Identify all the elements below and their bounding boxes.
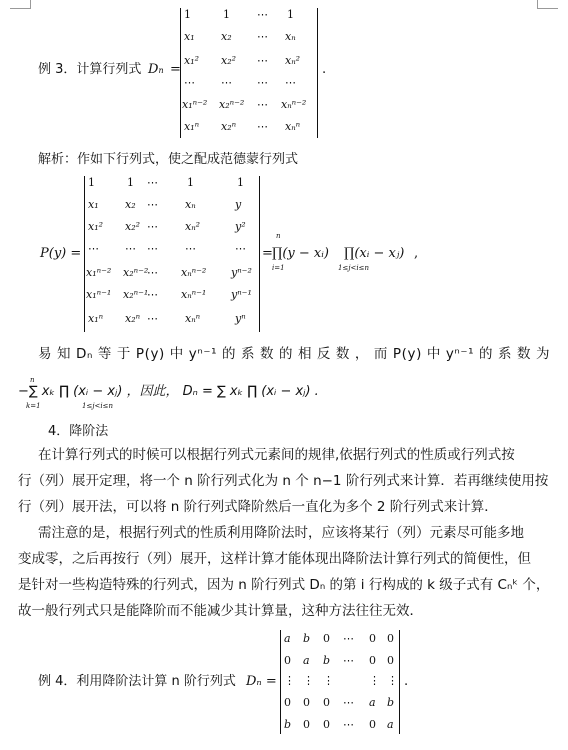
section-4-title: 4．降阶法 (48, 424, 109, 439)
determinant-py: 1 1 ⋯ 1 1 x₁ x₂ ⋯ xₙ y x₁² x₂² ⋯ xₙ² y² ⋯ ⋯ ⋯ ⋯ ⋯ x₁ⁿ⁻² x₂ⁿ⁻² ⋯ xₙⁿ⁻² yⁿ⁻² x₁ⁿ⁻¹ x₂ⁿ⁻¹ ⋯ xₙⁿ⁻¹ yⁿ⁻¹ x₁ⁿ x₂ⁿ ⋯ xₙⁿ yⁿ (84, 176, 260, 332)
para1-line-3: 行（列）展开法，可以将 n 阶行列式降阶然后一直化为多个 2 阶行列式来计算． (18, 499, 498, 515)
para2-line-1: 需注意的是，根据行列式的性质利用降阶法时，应该将某行（列）元素尽可能多地 (38, 525, 524, 541)
example4-period: . (404, 674, 409, 689)
determinant-dn: 1 1 ⋯ 1 x₁ x₂ ⋯ xₙ x₁² x₂² ⋯ xₙ² ⋯ ⋯ ⋯ ⋯ x₁ⁿ⁻² x₂ⁿ⁻² ⋯ xₙⁿ⁻² x₁ⁿ x₂ⁿ ⋯ xₙⁿ (180, 8, 318, 138)
py-prod2-lower-limit: 1≤j<i≤n (338, 264, 369, 272)
text-easy-know: 易 知 Dₙ 等 于 P(y) 中 yⁿ⁻¹ 的 系 数 的 相 反 数 ， 而 P(y) 中 yⁿ⁻¹ 的 系 数 为 (38, 346, 551, 362)
py-product-1: ∏(y − xᵢ) (272, 246, 329, 261)
py-lhs: P(y) = (40, 246, 82, 261)
para2-line-3: 是针对一些构造特殊的行列式，因为 n 阶行列式 Dₙ 的第 i 行构成的 k 级子式有 Cₙᵏ 个， (18, 577, 550, 593)
determinant-d4: a b 0 ⋯ 0 0 0 a b ⋯ 0 0 ⋮ ⋮ ⋮ ⋮ ⋮ 0 0 0 ⋯ a b b 0 0 ⋯ 0 a (280, 630, 400, 734)
py-equals: = (262, 246, 273, 261)
analysis-text: 解析：作如下行列式，使之配成范德蒙行列式 (38, 152, 299, 167)
page-corner-mark-left (10, 0, 31, 9)
example3-equals: = (170, 62, 181, 77)
prod1-lower-limit: 1≤j<i≤n (82, 402, 113, 410)
sum1-lower-limit: k=1 (26, 402, 41, 410)
para1-line-2: 行（列）展开定理，将一个 n 阶行列式化为 n 个 n−1 阶行列式来计算．若再继续使用按 (18, 473, 549, 489)
example3-period: . (322, 62, 327, 77)
para2-line-2: 变成零，之后再按行（列）展开，这样计算才能体现出降阶法计算行列式的简便性，但 (18, 551, 531, 567)
example3-label: 例 3．计算行列式 (38, 62, 142, 77)
text-sum-line: −∑ xₖ ∏ (xᵢ − xⱼ) ，因此， Dₙ = ∑ xₖ ∏ (xᵢ − xⱼ) . (18, 384, 319, 399)
page-corner-mark-right (537, 0, 558, 9)
py-comma: , (414, 246, 419, 261)
para2-line-4: 故一般行列式只是能降阶而不能减少其计算量，这种方法往往无效． (18, 603, 423, 619)
example3-lhs: Dn (148, 62, 164, 77)
py-prod1-lower-limit: i=1 (272, 264, 285, 272)
py-product-2: ∏(xᵢ − xⱼ) (344, 246, 405, 261)
sum1-upper-limit: n (30, 376, 35, 384)
example4-lhs: Dₙ = (246, 674, 277, 689)
para1-line-1: 在计算行列式的时候可以根据行列式元素间的规律,依据行列式的性质或行列式按 (38, 447, 515, 463)
py-prod1-upper-limit: n (276, 232, 281, 240)
example4-label: 例 4．利用降阶法计算 n 阶行列式 (38, 674, 236, 689)
